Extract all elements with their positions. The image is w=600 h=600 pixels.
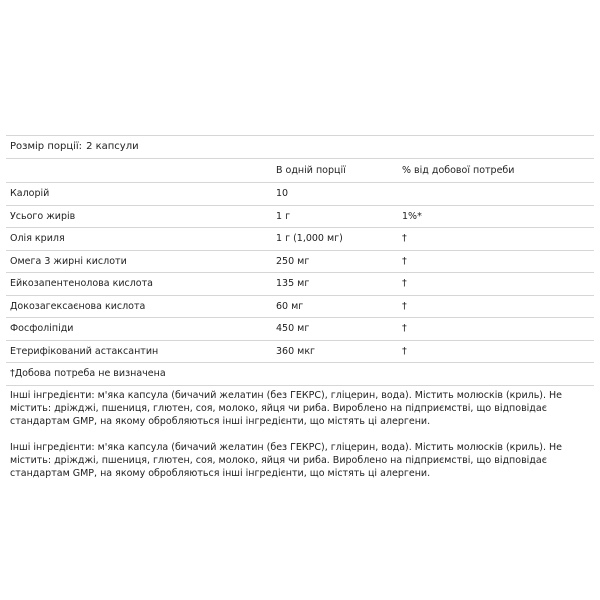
serving-size <box>6 136 594 159</box>
table-header <box>6 159 594 183</box>
nutrient-name: Калорій <box>10 188 50 199</box>
nutrient-name: Ейкозапентенолова кислота <box>10 278 153 289</box>
table-row <box>6 341 594 364</box>
other-ingredients-paragraph: Інші інгредієнти: м'яка капсула (бичачий желатин (без ГЕКРС), гліцерин, вода). Містить молюсків (криль). Не містить: дріжджі, пшениця, глютен, соя, молоко, яйця чи риба. Вироблено на підприємстві, що відповідає стандартам GMP, на якому обробляються інші інгредієнти, що містять ці алергени. <box>10 442 563 479</box>
nutrient-name: Докозагексаєнова кислота <box>10 300 146 312</box>
table-row <box>6 318 594 341</box>
nutrient-dv: † <box>402 345 407 357</box>
table-row <box>6 183 594 206</box>
other-ingredients-paragraph: Інші інгредієнти: м'яка капсула (бичачий желатин (без ГЕКРС), гліцерин, вода). Містить молюсків (криль). Не містить: дріжджі, пшениця, глютен, соя, молоко, яйця чи риба. Вироблено на підприємстві, що відповідає стандартам GMP, на якому обробляються інші інгредієнти, що містять ці алергени. <box>10 390 563 427</box>
serving-size-value: 2 капсули <box>86 141 139 152</box>
nutrient-name: Олія криля <box>10 233 65 244</box>
nutrient-dv: † <box>402 233 407 244</box>
serving-size-label: Розмір порції: <box>10 141 83 152</box>
nutrient-name: Етерифікований астаксантин <box>10 345 159 357</box>
table-row <box>6 296 594 319</box>
supplement-facts-panel <box>6 135 594 493</box>
nutrient-amount: 135 мг <box>276 278 310 289</box>
table-row <box>6 228 594 251</box>
nutrient-name: Омега 3 жирні кислоти <box>10 255 127 267</box>
nutrient-amount: 250 мг <box>276 255 310 267</box>
table-row <box>6 251 594 274</box>
header-daily-value: % від добової потреби <box>402 165 515 176</box>
other-ingredients <box>6 386 594 480</box>
nutrient-name: Фосфоліпіди <box>10 323 74 334</box>
nutrient-amount: 1 г (1,000 мг) <box>276 233 343 244</box>
nutrient-dv: † <box>402 323 407 334</box>
nutrient-dv: † <box>402 278 407 289</box>
nutrient-amount: 1 г <box>276 210 291 222</box>
table-row <box>6 206 594 229</box>
nutrient-dv: 1%* <box>402 210 422 222</box>
nutrient-name: Усього жирів <box>10 210 76 222</box>
nutrient-amount: 10 <box>276 188 289 199</box>
nutrient-amount: 450 мг <box>276 323 310 334</box>
daily-value-footnote: †Добова потреба не визначена <box>6 363 594 386</box>
nutrient-amount: 360 мкг <box>276 345 316 357</box>
nutrient-dv: † <box>402 300 407 312</box>
nutrient-amount: 60 мг <box>276 300 304 312</box>
table-row <box>6 273 594 296</box>
nutrient-dv: † <box>402 255 407 267</box>
header-per-serving: В одній порції <box>276 165 346 176</box>
